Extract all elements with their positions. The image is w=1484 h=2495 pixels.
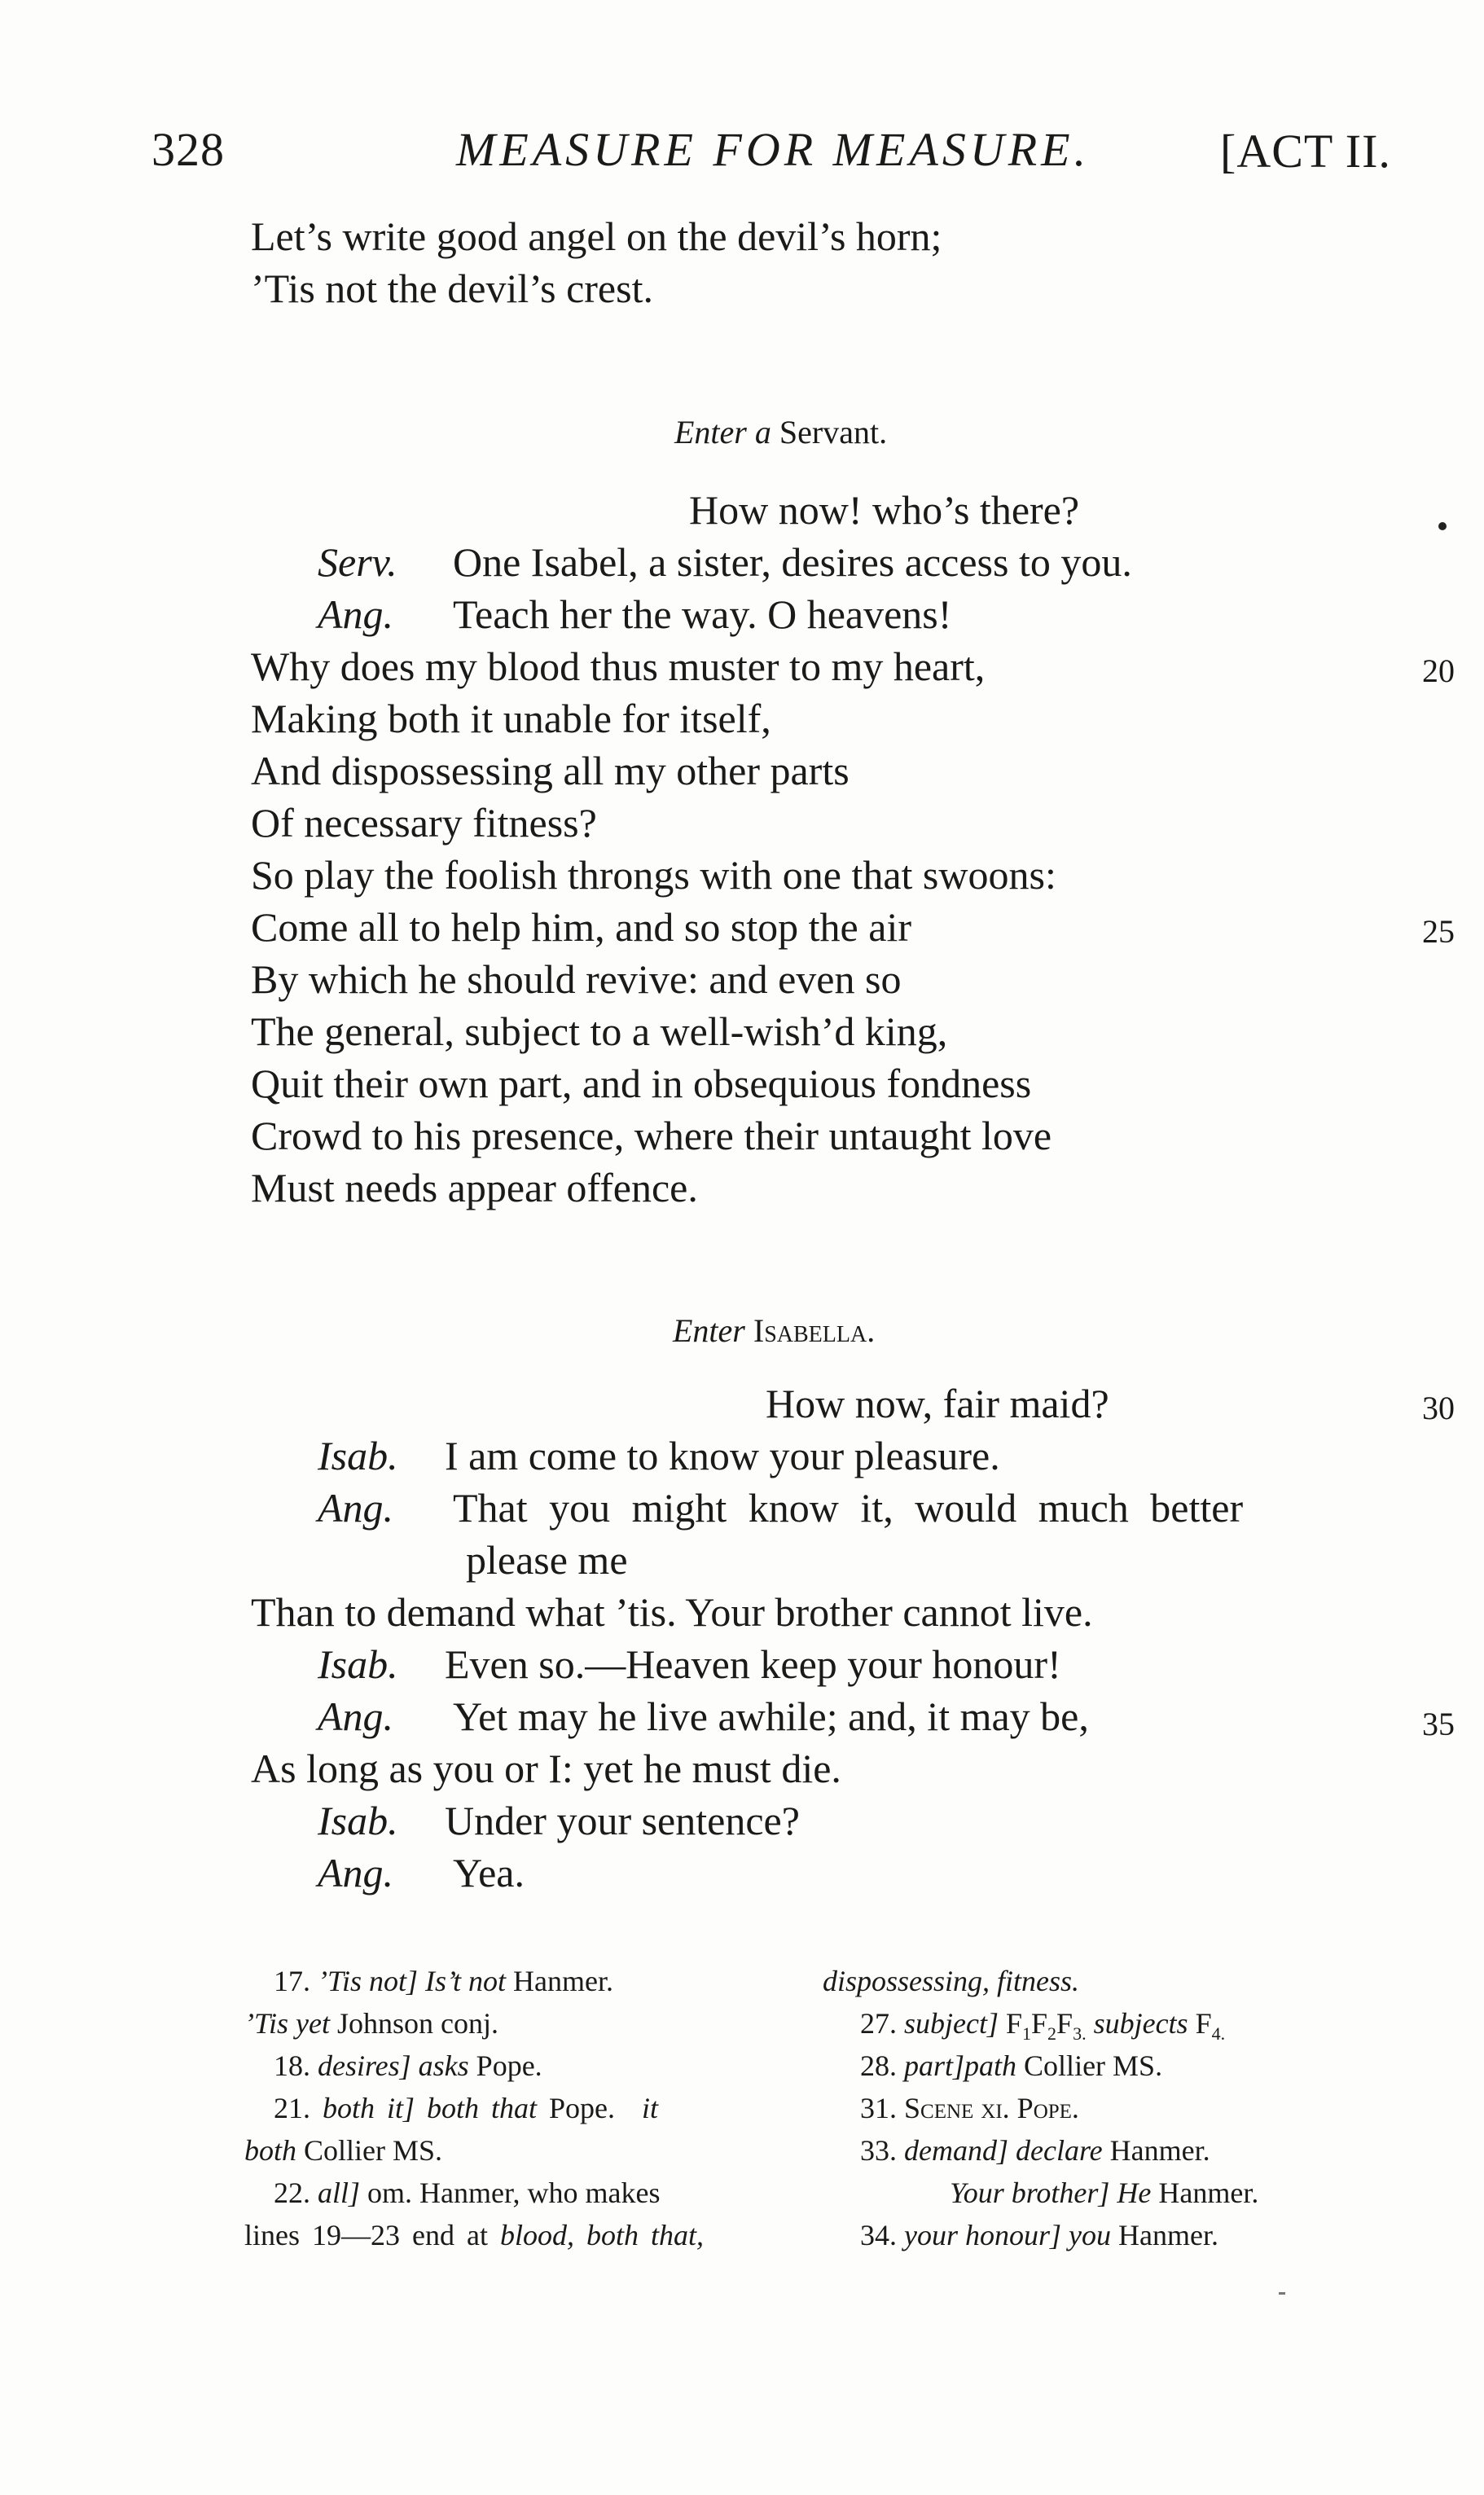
- stage-direction-italic: Enter: [673, 1312, 745, 1349]
- footnote-line: 33. demand] declare Hanmer.: [860, 2134, 1210, 2167]
- speaker-name: Isab.: [318, 1641, 398, 1687]
- speaker-name: Ang.: [318, 591, 394, 637]
- footnote-line: 17. ’Tis not] Is’t not Hanmer.: [274, 1965, 614, 1997]
- verse-line: Than to demand what ’tis. Your brother cannot live.: [251, 1589, 1093, 1635]
- stage-direction: [673, 1311, 875, 1350]
- verse-line: By which he should revive: and even so: [251, 956, 902, 1002]
- stage-direction: [674, 413, 887, 451]
- speaker-name: Ang.: [318, 1850, 394, 1895]
- line-number: 20: [1422, 652, 1455, 689]
- stage-direction-name: Servant.: [779, 414, 888, 450]
- verse-line: Must needs appear offence.: [251, 1165, 698, 1210]
- verse-line: Under your sentence?: [445, 1798, 800, 1843]
- footnote-line: Your brother] He Hanmer.: [950, 2177, 1259, 2209]
- speaker-name: Ang.: [318, 1485, 394, 1531]
- margin-mark: [1279, 2292, 1285, 2295]
- margin-dot: [1438, 522, 1447, 530]
- footnote-line: both Collier MS.: [244, 2134, 443, 2167]
- stage-direction-italic: Enter a: [674, 414, 771, 450]
- speaker-name: Ang.: [318, 1693, 394, 1739]
- line-number: 30: [1422, 1390, 1455, 1426]
- verse-line: I am come to know your pleasure.: [445, 1433, 1000, 1478]
- verse-line: Yet may he live awhile; and, it may be,: [453, 1693, 1089, 1739]
- verse-line: Of necessary fitness?: [251, 800, 597, 846]
- footnote-line: lines 19—23 end at blood, both that,: [244, 2219, 704, 2251]
- footnote-line: dispossessing, fitness.: [823, 1965, 1080, 1997]
- verse-line: The general, subject to a well-wish’d king,: [251, 1008, 948, 1054]
- speaker-name: Isab.: [318, 1433, 398, 1478]
- verse-line: Crowd to his presence, where their untaught love: [251, 1113, 1052, 1158]
- act-label: [ACT II.: [1220, 125, 1391, 178]
- stage-direction-name: Isabella.: [753, 1312, 876, 1349]
- footnote-line: 27. subject] $F_1F_2F_{3.}$ subjects $F_{4.}$: [860, 2007, 1226, 2045]
- verse-line: Even so.—Heaven keep your honour!: [445, 1641, 1061, 1687]
- verse-line: Come all to help him, and so stop the air: [251, 904, 911, 950]
- page-number: 328: [151, 123, 225, 176]
- footnote-line: 31. Scene xi. Pope.: [860, 2092, 1079, 2124]
- footnote-line: 22. all] om. Hanmer, who makes: [274, 2177, 661, 2209]
- verse-line: That you might know it, would much better: [453, 1485, 1244, 1531]
- footnote-line: 34. your honour] you Hanmer.: [860, 2219, 1218, 2251]
- speaker-name: Isab.: [318, 1798, 398, 1843]
- verse-line: ’Tis not the devil’s crest.: [251, 266, 653, 311]
- footnote-line: ’Tis yet Johnson conj.: [244, 2007, 498, 2040]
- footnote-line: 21. both it] both that Pope. it: [274, 2092, 659, 2124]
- verse-line: How now! who’s there?: [689, 487, 1080, 533]
- verse-line: Making both it unable for itself,: [251, 696, 771, 741]
- verse-line: Why does my blood thus muster to my heart,: [251, 644, 986, 689]
- verse-line: Teach her the way. O heavens!: [453, 591, 952, 637]
- footnote-line: 18. desires] asks Pope.: [274, 2049, 542, 2082]
- line-number: 35: [1422, 1706, 1455, 1742]
- verse-line: Quit their own part, and in obsequious fondness: [251, 1061, 1032, 1106]
- verse-line: Let’s write good angel on the devil’s horn;: [251, 213, 942, 259]
- verse-line: How now, fair maid?: [766, 1381, 1109, 1426]
- verse-line: Yea.: [453, 1850, 525, 1895]
- verse-line: And dispossessing all my other parts: [251, 748, 850, 793]
- footnote-line: 28. part]path Collier MS.: [860, 2049, 1163, 2082]
- verse-line: As long as you or I: yet he must die.: [251, 1746, 841, 1791]
- verse-line: One Isabel, a sister, desires access to you.: [453, 539, 1132, 585]
- speaker-name: Serv.: [318, 539, 397, 585]
- verse-line-continuation: please me: [466, 1537, 628, 1583]
- verse-line: So play the foolish throngs with one that swoons:: [251, 852, 1056, 898]
- running-title: MEASURE FOR MEASURE.: [456, 123, 1091, 176]
- line-number: 25: [1422, 913, 1455, 950]
